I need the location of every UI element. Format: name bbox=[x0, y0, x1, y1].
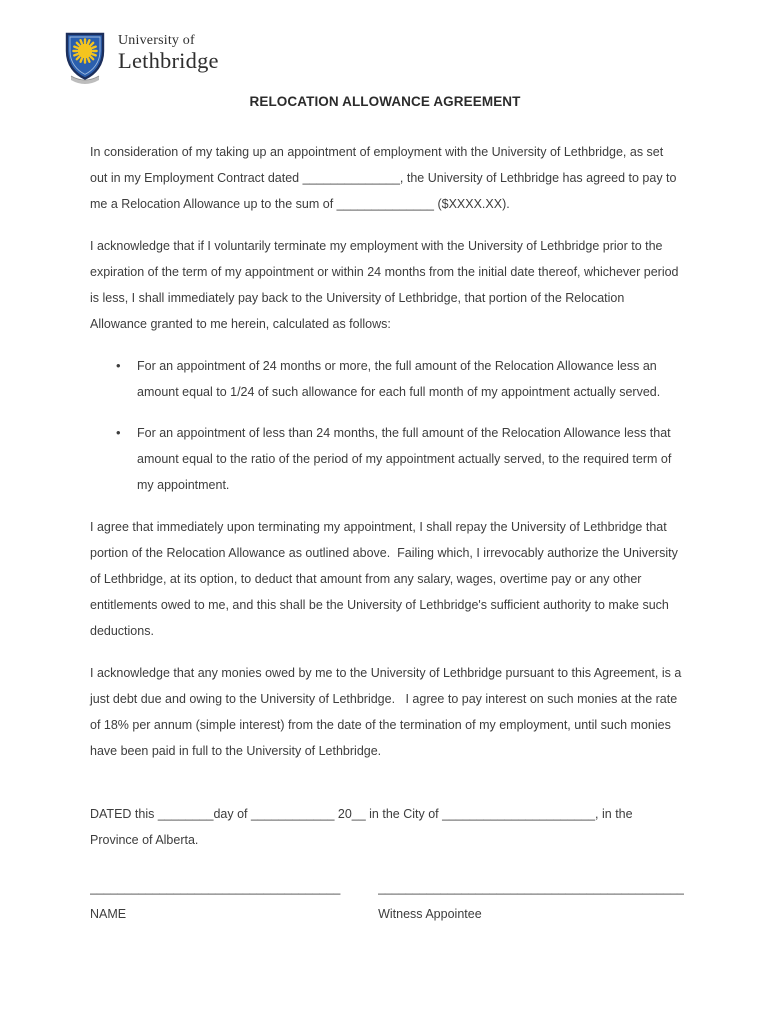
paragraph-repayment: I agree that immediately upon terminating my appointment, I shall repay the University of Lethbridge that portion of the Relocation Allowance as outlined above. Failing which, I irrevocably authorize the University of Lethbridge, at its option, to deduct that amount from any salary, wages, overtime pay or any other entitlements owed to me, and this shall be the University of Lethbridge's sufficient authority to make such deductions. bbox=[90, 520, 682, 638]
bullet-item-24-months-or-more: • For an appointment of 24 months or more, the full amount of the Relocation Allowance less an amount equal to 1/24 of such allowance for each full month of my appointment actually served. bbox=[90, 353, 684, 405]
paragraph-termination: I acknowledge that if I voluntarily terminate my employment with the University of Lethbridge prior to the expiration of the term of my appointment or within 24 months from the initial date thereof, whichever period is less, I shall immediately pay back to the University of Lethbridge, that portion of the Relocation Allowance granted to me herein, calculated as follows: bbox=[90, 239, 682, 331]
bullet-list bbox=[90, 353, 684, 498]
signature-line-witness: ____________________________________________ bbox=[378, 881, 684, 895]
signature-section bbox=[90, 875, 684, 927]
paragraph-interest: I acknowledge that any monies owed by me to the University of Lethbridge pursuant to this Agreement, is a just debt due and owing to the University of Lethbridge. I agree to pay interest on such monies at the rate of 18% per annum (simple interest) from the date of the termination of my employment, until such monies have been paid in full to the University of Lethbridge. bbox=[90, 666, 685, 758]
signature-label-witness: Witness Appointee bbox=[378, 907, 482, 921]
signature-label-name: NAME bbox=[90, 907, 127, 921]
university-wordmark bbox=[118, 31, 219, 73]
signature-block-name bbox=[90, 875, 378, 927]
bullet-item-less-than-24-months: • For an appointment of less than 24 months, the full amount of the Relocation Allowance less that amount equal to the ratio of the period of my appointment actually served, to the required term of my appointment. bbox=[90, 420, 684, 498]
paragraph-dated: DATED this ________day of ____________ 20__ in the City of ______________________, in the Province of Alberta. bbox=[90, 807, 637, 847]
document-body bbox=[90, 139, 684, 927]
sun-disc-icon bbox=[78, 44, 92, 58]
signature-block-witness bbox=[378, 875, 684, 927]
signature-line-name: ____________________________________ bbox=[90, 881, 341, 895]
paragraph-intro: In consideration of my taking up an appointment of employment with the University of Lethbridge, as set out in my Employment Contract dated ______________, the University of Lethbridge has agreed to pay to me a Relocation Allowance up to the sum of ______________ ($XXXX.XX). bbox=[90, 145, 680, 211]
wordmark-line1: University of bbox=[118, 33, 195, 48]
university-logo bbox=[62, 31, 219, 87]
university-shield-icon bbox=[62, 31, 108, 87]
wordmark-line2: Lethbridge bbox=[118, 48, 219, 73]
document-title: RELOCATION ALLOWANCE AGREEMENT bbox=[249, 94, 521, 109]
